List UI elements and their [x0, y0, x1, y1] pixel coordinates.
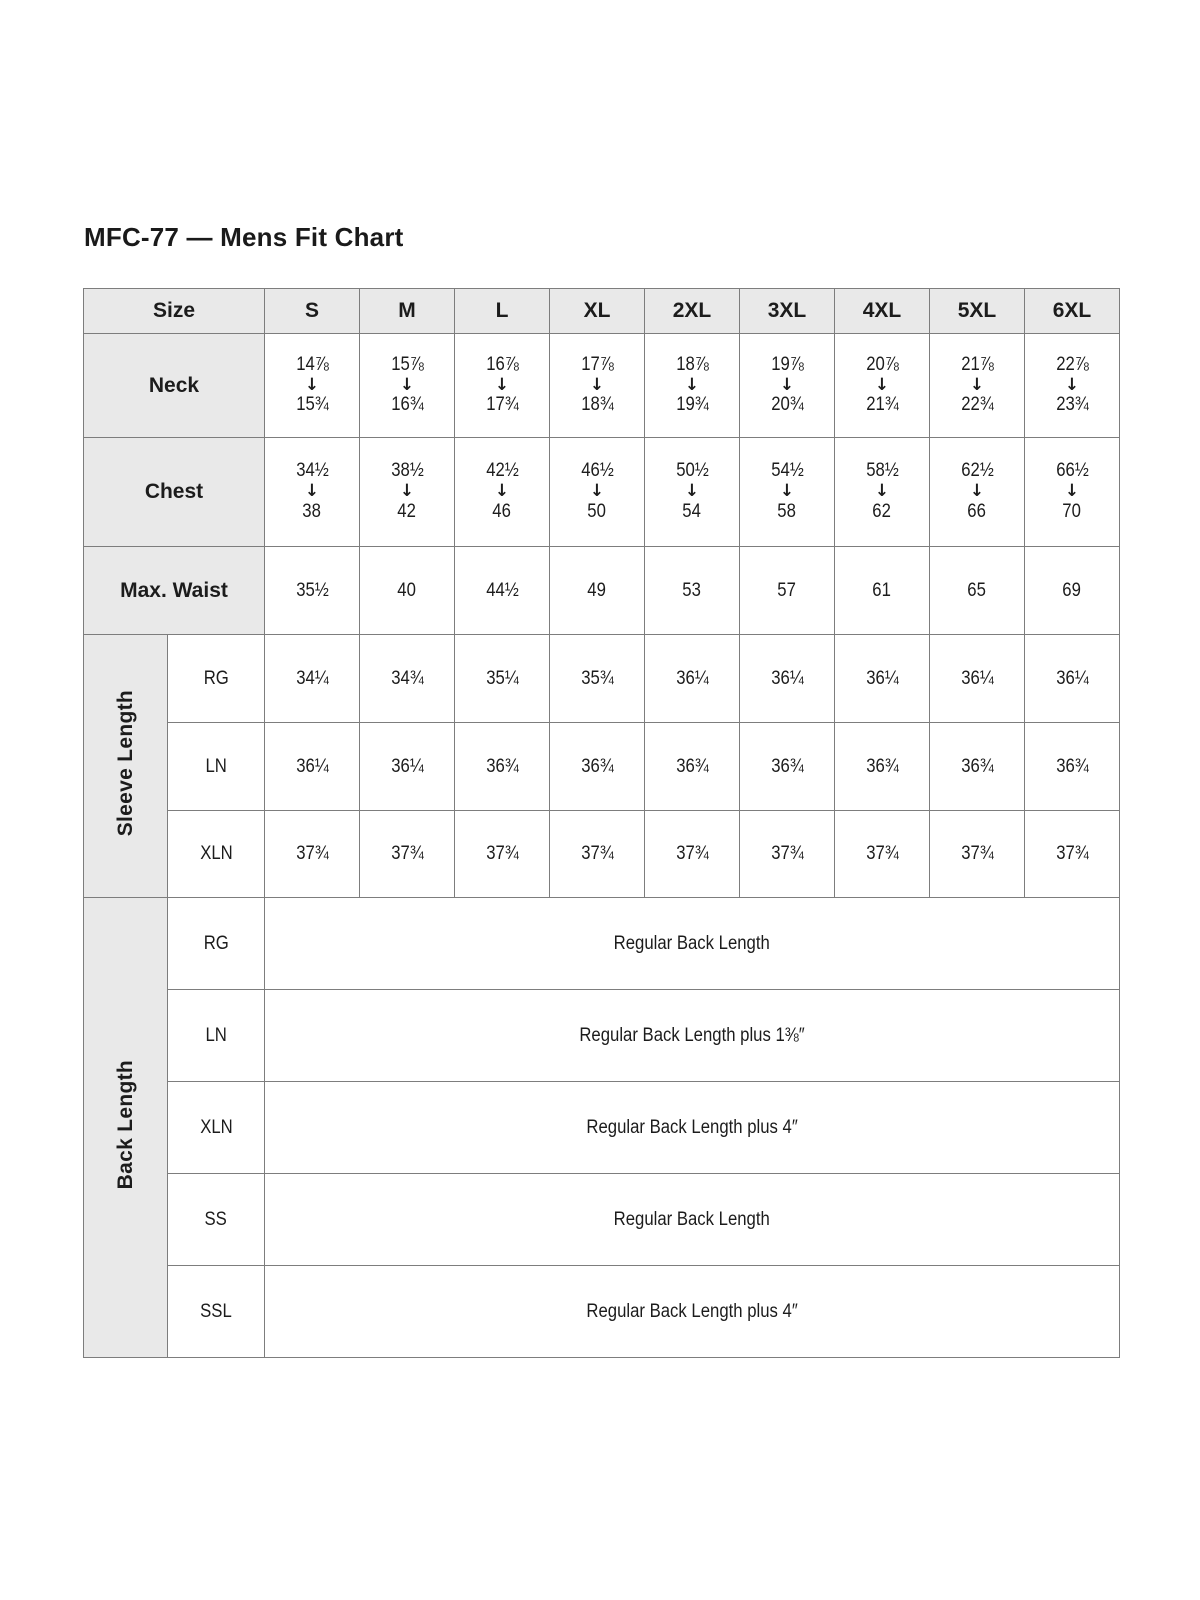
sleeve-value-cell: 36¼: [835, 635, 930, 723]
sleeve-value-cell: 37¾: [265, 811, 360, 898]
back-variant-label: RG: [168, 898, 265, 990]
sleeve-value-cell: 34¼: [265, 635, 360, 723]
waist-value-cell: 44½: [455, 547, 550, 635]
sleeve-value-cell: 37¾: [550, 811, 645, 898]
size-column-header: 5XL: [930, 289, 1025, 334]
back-variant-label: SSL: [168, 1266, 265, 1358]
down-arrow-icon: ↓: [589, 481, 605, 502]
down-arrow-icon: ↓: [779, 481, 795, 502]
back-variant-label: XLN: [168, 1082, 265, 1174]
sleeve-value-cell: 35¼: [455, 635, 550, 723]
back-variant-label: SS: [168, 1174, 265, 1266]
sleeve-value-cell: 34¾: [360, 635, 455, 723]
sleeve-value-cell: 37¾: [930, 811, 1025, 898]
neck-range-cell: 16⅞ ↓ 17¾: [455, 334, 550, 438]
down-arrow-icon: ↓: [874, 374, 890, 395]
size-corner-header: Size: [84, 289, 265, 334]
neck-range-cell: 21⅞ ↓ 22¾: [930, 334, 1025, 438]
sleeve-value-cell: 37¾: [455, 811, 550, 898]
sleeve-variant-label: XLN: [168, 811, 265, 898]
sleeve-variant-label: RG: [168, 635, 265, 723]
down-arrow-icon: ↓: [399, 481, 415, 502]
chest-range-cell: 42½ ↓ 46: [455, 438, 550, 547]
back-length-value-cell: Regular Back Length plus 4″: [265, 1266, 1120, 1358]
fit-chart-table: [83, 288, 1120, 1358]
max-waist-row: [84, 547, 1120, 635]
waist-value-cell: 49: [550, 547, 645, 635]
down-arrow-icon: ↓: [684, 374, 700, 395]
neck-row: [84, 334, 1120, 438]
back-xln-row: [84, 1082, 1120, 1174]
down-arrow-icon: ↓: [969, 374, 985, 395]
neck-range-cell: 20⅞ ↓ 21¾: [835, 334, 930, 438]
back-length-value-cell: Regular Back Length plus 4″: [265, 1082, 1120, 1174]
neck-range-cell: 14⅞ ↓ 15¾: [265, 334, 360, 438]
back-length-value-cell: Regular Back Length: [265, 1174, 1120, 1266]
size-column-header: S: [265, 289, 360, 334]
sleeve-value-cell: 37¾: [645, 811, 740, 898]
section-label-sleeve-length: Sleeve Length: [84, 635, 168, 898]
down-arrow-icon: ↓: [684, 481, 700, 502]
sleeve-value-cell: 37¾: [835, 811, 930, 898]
sleeve-value-cell: 36¾: [835, 723, 930, 811]
size-column-header: XL: [550, 289, 645, 334]
down-arrow-icon: ↓: [304, 374, 320, 395]
back-ln-row: [84, 990, 1120, 1082]
neck-range-cell: 17⅞ ↓ 18¾: [550, 334, 645, 438]
sleeve-value-cell: 36¼: [360, 723, 455, 811]
size-header-row: [84, 289, 1120, 334]
size-column-header: M: [360, 289, 455, 334]
waist-value-cell: 40: [360, 547, 455, 635]
neck-range-cell: 18⅞ ↓ 19¾: [645, 334, 740, 438]
chest-range-cell: 54½ ↓ 58: [740, 438, 835, 547]
chest-row: [84, 438, 1120, 547]
sleeve-xln-row: [84, 811, 1120, 898]
sleeve-value-cell: 36¼: [740, 635, 835, 723]
down-arrow-icon: ↓: [399, 374, 415, 395]
sleeve-rg-row: [84, 635, 1120, 723]
down-arrow-icon: ↓: [304, 481, 320, 502]
waist-value-cell: 61: [835, 547, 930, 635]
back-ss-row: [84, 1174, 1120, 1266]
down-arrow-icon: ↓: [969, 481, 985, 502]
size-column-header: 2XL: [645, 289, 740, 334]
sleeve-value-cell: 36¾: [455, 723, 550, 811]
sleeve-value-cell: 37¾: [1025, 811, 1120, 898]
sleeve-value-cell: 37¾: [360, 811, 455, 898]
section-label-back-length: Back Length: [84, 898, 168, 1358]
sleeve-value-cell: 36¾: [930, 723, 1025, 811]
sleeve-value-cell: 36¼: [1025, 635, 1120, 723]
down-arrow-icon: ↓: [494, 374, 510, 395]
sleeve-value-cell: 36¾: [1025, 723, 1120, 811]
size-column-header: L: [455, 289, 550, 334]
size-column-header: 4XL: [835, 289, 930, 334]
row-label-chest: Chest: [84, 438, 265, 547]
row-label-neck: Neck: [84, 334, 265, 438]
sleeve-ln-row: [84, 723, 1120, 811]
sleeve-value-cell: 37¾: [740, 811, 835, 898]
back-variant-label: LN: [168, 990, 265, 1082]
down-arrow-icon: ↓: [494, 481, 510, 502]
neck-range-cell: 15⅞ ↓ 16¾: [360, 334, 455, 438]
sleeve-value-cell: 36¼: [265, 723, 360, 811]
neck-range-cell: 19⅞ ↓ 20¾: [740, 334, 835, 438]
size-column-header: 3XL: [740, 289, 835, 334]
down-arrow-icon: ↓: [1064, 374, 1080, 395]
down-arrow-icon: ↓: [779, 374, 795, 395]
waist-value-cell: 65: [930, 547, 1025, 635]
back-ssl-row: [84, 1266, 1120, 1358]
neck-range-cell: 22⅞ ↓ 23¾: [1025, 334, 1120, 438]
back-rg-row: [84, 898, 1120, 990]
sleeve-variant-label: LN: [168, 723, 265, 811]
page-title: MFC-77 — Mens Fit Chart: [84, 222, 404, 252]
chest-range-cell: 34½ ↓ 38: [265, 438, 360, 547]
chest-range-cell: 46½ ↓ 50: [550, 438, 645, 547]
sleeve-value-cell: 36¾: [645, 723, 740, 811]
chest-range-cell: 66½ ↓ 70: [1025, 438, 1120, 547]
back-length-value-cell: Regular Back Length: [265, 898, 1120, 990]
sleeve-value-cell: 36¾: [550, 723, 645, 811]
down-arrow-icon: ↓: [589, 374, 605, 395]
waist-value-cell: 53: [645, 547, 740, 635]
sleeve-value-cell: 36¾: [740, 723, 835, 811]
chest-range-cell: 50½ ↓ 54: [645, 438, 740, 547]
back-length-value-cell: Regular Back Length plus 1⅜″: [265, 990, 1120, 1082]
waist-value-cell: 69: [1025, 547, 1120, 635]
sleeve-value-cell: 36¼: [930, 635, 1025, 723]
chest-range-cell: 62½ ↓ 66: [930, 438, 1025, 547]
down-arrow-icon: ↓: [1064, 481, 1080, 502]
sleeve-value-cell: 35¾: [550, 635, 645, 723]
chest-range-cell: 38½ ↓ 42: [360, 438, 455, 547]
waist-value-cell: 57: [740, 547, 835, 635]
chest-range-cell: 58½ ↓ 62: [835, 438, 930, 547]
size-column-header: 6XL: [1025, 289, 1120, 334]
row-label-max-waist: Max. Waist: [84, 547, 265, 635]
down-arrow-icon: ↓: [874, 481, 890, 502]
sleeve-value-cell: 36¼: [645, 635, 740, 723]
waist-value-cell: 35½: [265, 547, 360, 635]
